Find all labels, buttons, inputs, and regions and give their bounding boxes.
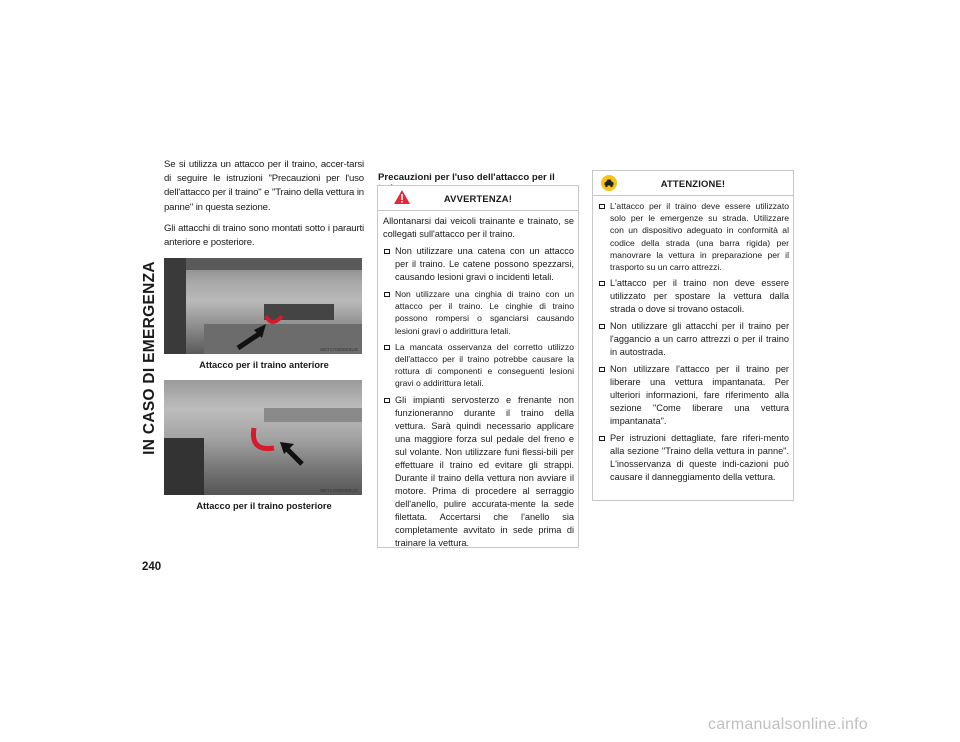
front-tow-hook-photo xyxy=(164,258,362,354)
hook-diagram xyxy=(164,258,362,354)
figure-code: M0717000006US xyxy=(320,488,358,494)
caution-box xyxy=(592,170,794,501)
hook-icon xyxy=(253,428,274,449)
list-item: L'attacco per il traino deve essere utilizzato solo per le emergenze su strada. Utilizzare con un dispositivo adeguato in conformità al codice della strada (una barra rigida) per manovrare la vettura in preparazione per il trasporto su un carro attrezzi. xyxy=(598,200,789,273)
hook-diagram xyxy=(164,380,362,495)
section-title xyxy=(137,168,163,548)
list-item: Gli impianti servosterzo e frenante non funzioneranno durante il traino della vettura. Sarà quindi necessario applicare una maggiore forza sul pedale del freno e sul volante. Non utilizzare funi flessi-bili per effettuare il traino ed evitare gli strappi. Durante il traino della vettura non avviare il motore. Prima di procedere al serraggio dell'anello, pulire accurata-mente la sede filettata. Accertarsi che l'anello sia completamente avvitato in sede prima di trainare la vettura. xyxy=(383,394,574,550)
rear-tow-hook-photo xyxy=(164,380,362,495)
hook-icon xyxy=(266,316,282,322)
warning-intro: Allontanarsi dai veicoli trainante e trainato, se collegati sull'attacco per il traino. xyxy=(383,216,574,239)
list-item: Non utilizzare una catena con un attacco per il traino. Le catene possono spezzarsi, causando lesioni gravi o incidenti letali. xyxy=(383,245,574,284)
list-item: Non utilizzare l'attacco per il traino per liberare una vettura impantanata. Per ulteriori informazioni, fare riferimento alla sezione "Come liberare una vettura impantanata". xyxy=(598,363,789,428)
list-item: Per istruzioni dettagliate, fare riferi-mento alla sezione "Traino della vettura in panne". L'inosservanza di queste indi-cazioni può causare il danneggiamento della vettura. xyxy=(598,432,789,484)
list-item: Non utilizzare gli attacchi per il traino per l'aggancio a un carro attrezzi o per il traino in autostrada. xyxy=(598,320,789,359)
watermark: carmanualsonline.info xyxy=(708,716,868,733)
list-item: Non utilizzare una cinghia di traino con un attacco per il traino. Le cinghie di traino possono rompersi o sganciarsi causando lesioni gravi o addirittura letali. xyxy=(383,288,574,337)
caution-header xyxy=(593,171,793,196)
list-item: L'attacco per il traino non deve essere utilizzato per spostare la vettura dalla strada o dove si trovano ostacoli. xyxy=(598,277,789,316)
warning-box xyxy=(377,185,579,548)
figure-caption: Attacco per il traino posteriore xyxy=(196,501,332,512)
caution-title: ATTENZIONE! xyxy=(660,177,726,189)
warning-header xyxy=(378,186,578,211)
warning-title: AVVERTENZA! xyxy=(443,192,513,204)
list-item: La mancata osservanza del corretto utilizzo dell'attacco per il traino potrebbe causare la rottura di componenti e conseguenti lesioni gravi o addirittura letali. xyxy=(383,341,574,390)
section-title-text: IN CASO DI EMERGENZA xyxy=(141,261,159,455)
figure-caption: Attacco per il traino anteriore xyxy=(199,360,329,371)
intro-paragraph: Gli attacchi di traino sono montati sotto i paraurti anteriore e posteriore. xyxy=(164,222,364,249)
intro-column xyxy=(164,158,364,521)
caution-car-icon xyxy=(601,175,617,191)
precautions-title: Precauzioni per l'uso dell'attacco per il xyxy=(378,172,555,183)
page-number: 240 xyxy=(142,561,162,573)
warning-triangle-icon xyxy=(394,190,410,204)
intro-paragraph: Se si utilizza un attacco per il traino, accer-tarsi di seguire le istruzioni "Precauzioni per l'uso dell'attacco per il traino" e "Traino della vettura in panne" in questa sezione. xyxy=(164,159,364,213)
arrow-icon xyxy=(286,448,302,464)
figure-code: M0717000005US xyxy=(320,347,358,353)
